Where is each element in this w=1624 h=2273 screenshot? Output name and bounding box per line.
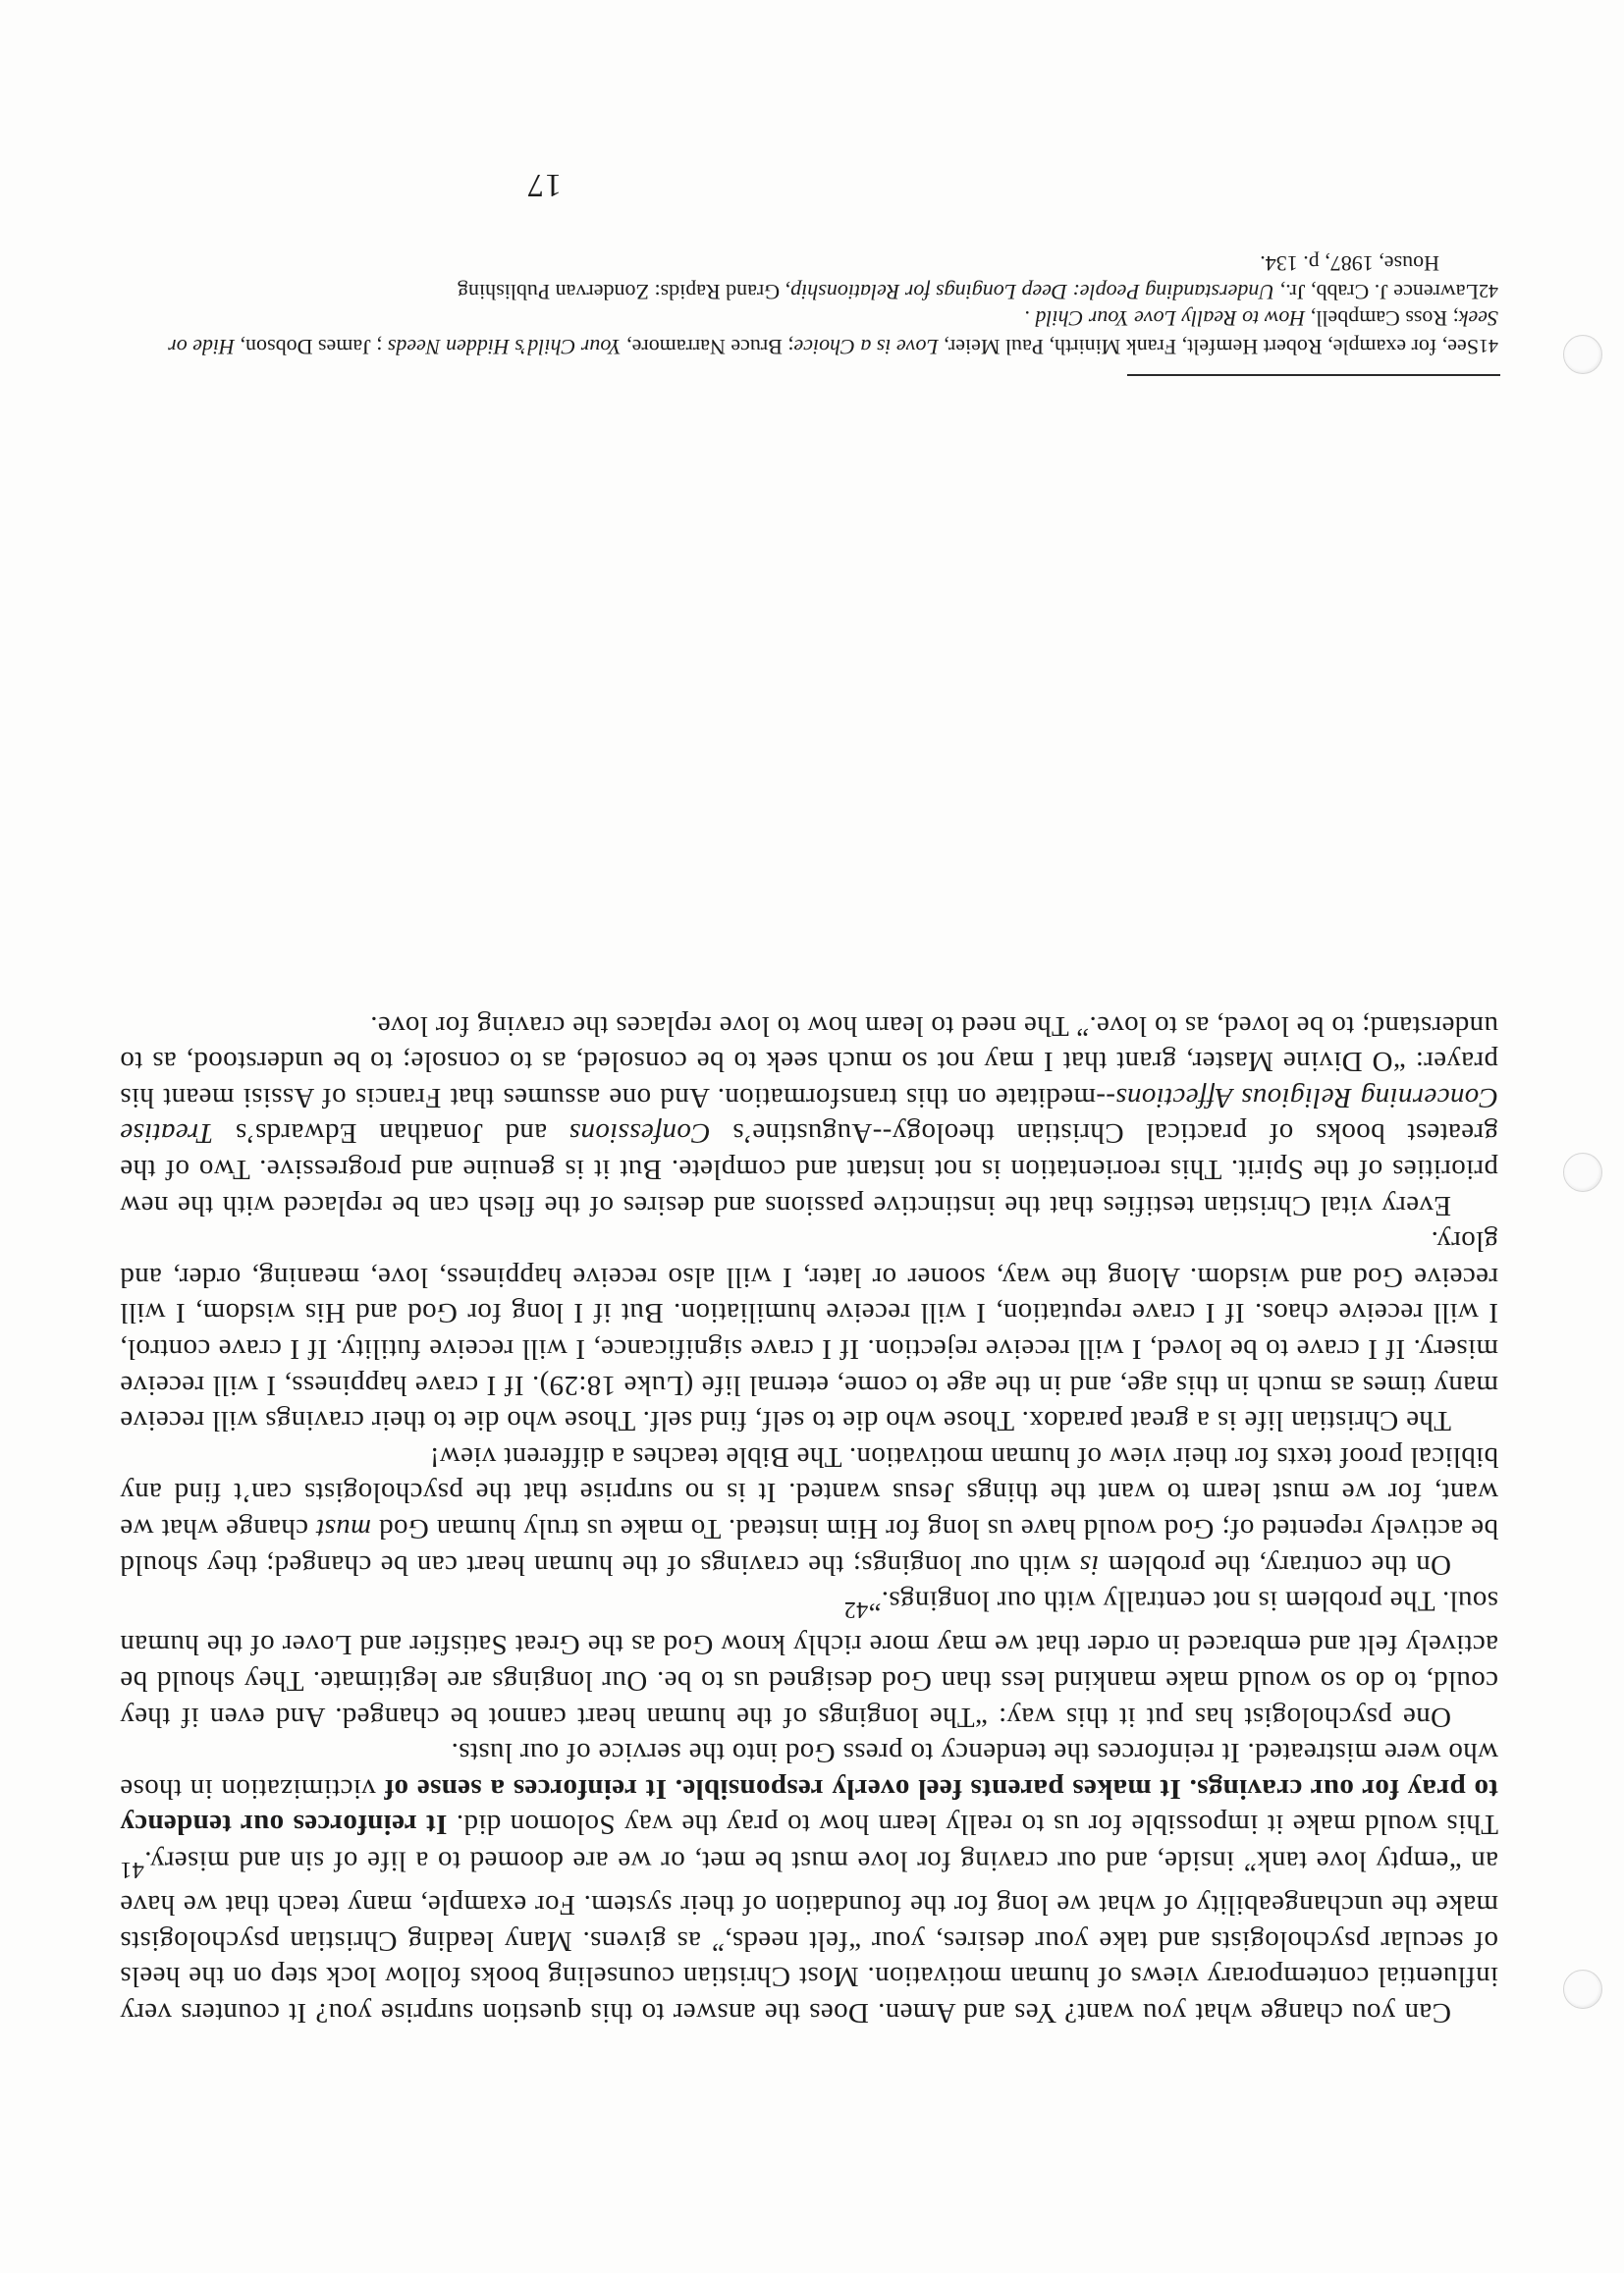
footnote-41-text-b: ; Bruce Narramore,: [621, 335, 794, 359]
p1-bold-text: It reinforces our tendency to pray for our cravings. It makes parents feel overly responsible. It reinforces a sense of: [120, 1772, 1498, 1841]
footnote-42-continuation: House, 1987, p. 134.: [1260, 251, 1439, 276]
p5-title-treatise: Treatise Concerning Religious Affections: [120, 1081, 1498, 1150]
p5-text-c: --meditate on this transformation. And one assumes that Francis of Assisi meant his prayer: “O Divine Master, grant that I may not so much seek to be consoled, as to console; to be understood, as to understand; to be loved, as to love.” The need to learn how to love replaces the craving for love.: [120, 1009, 1498, 1113]
p3-emphasis-is: is: [1079, 1548, 1100, 1581]
paragraph-3: [120, 1438, 1498, 1582]
paragraph-5: [120, 1007, 1498, 1223]
p5-text-a: Every vital Christian testifies that the instinctive passions and desires of the flesh can be replaced with the new priorities of the Spirit. This reorientation is not instant and complete. But it is genuine and progressive. Two of the greatest books of practical Christian theology--Augustine’s: [120, 1117, 1498, 1221]
footnote-41-text-d: ; Ross Campbell,: [1305, 306, 1459, 331]
p2-text: One psychologist has put it this way: “The longings of the human heart cannot be changed. And even if they could, to do so would make mankind less than God designed us to be. Our longings are legitimate. They should be actively felt and embraced in order that we may more richly know God as the Great Satisfier and Lover of the human soul. The problem is not centrally with our longings.”: [120, 1585, 1498, 1733]
footnote-41-number: 41: [1479, 335, 1498, 356]
binder-hole-bottom: [1563, 335, 1602, 374]
footnote-42: [122, 277, 1498, 305]
p3-emphasis-must: must: [315, 1512, 371, 1544]
p3-text-a: On the contrary, the problem: [1099, 1548, 1451, 1581]
footnote-41-text-a: See, for example, Robert Hemfelt, Frank Minirth, Paul Meier,: [938, 335, 1479, 359]
footnote-41-text-e: .: [1024, 306, 1036, 331]
footnote-42-title: Understanding People: Deep Longings for Relationship: [790, 280, 1275, 304]
footnote-41-text-c: ; James Dobson,: [235, 335, 388, 359]
p3-text-b: with our longings; the cravings of the human heart can be changed; they should be actively repented of; God would have us long for Him instead. To make us truly human God: [120, 1512, 1498, 1581]
p1-text-a: Can you change what you want? Yes and Amen. Does the answer to this question surprise you? It counters very influential contemporary views of human motivation. Most Christian counseling books follow lock step on the heels of secular psychologists and take your desires, your “felt needs,” as givens. Many leading Christian psychologists make the unchangeability of what we long for the foundation of their system. For example, many teach that we have an “empty love tank” inside, and our craving for love must be met, or we are doomed to a life of sin and misery.: [120, 1844, 1498, 2029]
paragraph-1: [120, 1735, 1498, 2030]
paragraph-4: The Christian life is a great paradox. Those who die to self, find self. Those who die to their cravings will receive many times as much in this age, and in the age to come, eternal life (Luke 18:29). If I crave happiness, I will receive misery. If I crave to be loved, I will receive rejection. If I crave significance, I will receive futility. If I crave control, I will receive chaos. If I crave reputation, I will receive humiliation. But if I long for God and His wisdom, I will receive God and wisdom. Along the way, sooner or later, I will also receive happiness, love, meaning, order, and glory.: [120, 1225, 1498, 1437]
footnote-42-text-b: , Grand Rapids: Zondervan Publishing: [458, 280, 791, 304]
footnote-ref-41: 41: [120, 1856, 144, 1883]
footnote-42-text-a: Lawrence J. Crabb, Jr.,: [1274, 280, 1479, 304]
footnotes: [122, 250, 1498, 360]
footnote-41-title-c: Hide or Seek: [168, 306, 1498, 359]
p5-title-confessions: Confessions: [568, 1117, 711, 1150]
footnote-41: [122, 305, 1498, 360]
p3-text-c: change what we want, for we must learn to want the things Jesus wanted. It is no surprise that the psychologists can’t find any biblical proof texts for their view of human motivation. The Bible teaches a different view!: [120, 1440, 1498, 1544]
p1-text-c: victimization in those who were mistreated. It reinforces the tendency to press God into the service of our lusts.: [120, 1737, 1498, 1805]
p1-text-b: This would make it impossible for us to really learn how to pray the way Solomon did.: [447, 1809, 1498, 1841]
paragraph-2: [120, 1583, 1498, 1735]
footnote-41-title-a: Love is a Choice: [793, 335, 939, 359]
footnote-41-title-d: How to Really Love Your Child: [1035, 306, 1306, 331]
p5-text-b: and Jonathan Edwards’s: [213, 1117, 569, 1150]
footnote-ref-42: 42: [843, 1596, 869, 1623]
binder-hole-middle: [1563, 1153, 1602, 1192]
body-text: [120, 1007, 1498, 2030]
footnote-divider: [1127, 374, 1500, 376]
footnote-41-title-b: Your Child’s Hidden Needs: [387, 335, 622, 359]
page-number: 17: [526, 167, 562, 203]
binder-hole-top: [1563, 1970, 1602, 2009]
footnote-42-number: 42: [1479, 280, 1498, 301]
